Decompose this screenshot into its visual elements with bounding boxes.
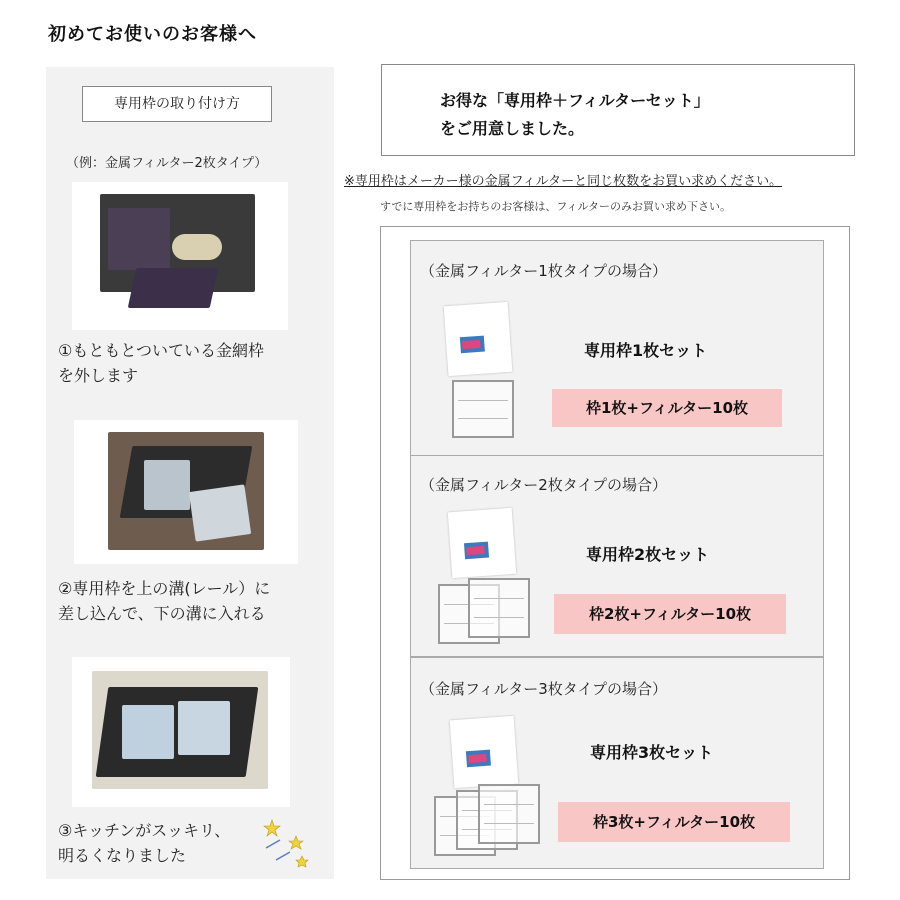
page-title: 初めてお使いのお客様へ — [48, 24, 257, 45]
step2-line2: 差し込んで、下の溝に入れる — [58, 604, 266, 623]
filter-only-note: すでに専用枠をお持ちのお客様は、フィルターのみお買い求め下さい。 — [380, 200, 732, 213]
howto-title: 専用枠の取り付け方 — [82, 86, 272, 122]
step3-text — [58, 818, 230, 868]
step1-text — [58, 338, 264, 388]
step1-line1: ①もともとついている金網枠 — [58, 341, 265, 360]
type2-price-label: 枠2枚+フィルター10枚 — [554, 594, 786, 634]
offer-line1: お得な「専用枠＋フィルターセット」 — [440, 91, 710, 110]
type1-frame-image — [452, 380, 514, 438]
example-caption: （例：金属フィルター2枚タイプ） — [66, 156, 268, 171]
step2-line1: ②専用枠を上の溝(レール）に — [58, 579, 271, 598]
type1-price-label: 枠1枚+フィルター10枚 — [552, 389, 782, 427]
step3-photo — [72, 657, 290, 807]
frame-quantity-note: ※専用枠はメーカー様の金属フィルターと同じ枚数をお買い求めください。 — [344, 174, 783, 189]
sparkle-icon — [262, 818, 310, 868]
type3-price-label: 枠3枚+フィルター10枚 — [558, 802, 790, 842]
type2-title: （金属フィルター2枚タイプの場合） — [420, 476, 667, 494]
step3-line1: ③キッチンがスッキリ、 — [58, 821, 231, 840]
type3-package-image — [450, 716, 519, 788]
step1-line2: を外します — [58, 366, 139, 385]
offer-line2: をご用意しました。 — [440, 119, 585, 138]
step3-line2: 明るくなりました — [58, 846, 187, 865]
type3-set-label: 専用枠3枚セット — [590, 743, 714, 762]
type1-package-image — [444, 302, 513, 376]
type3-frame-image-c — [478, 784, 540, 844]
type2-set-label: 専用枠2枚セット — [586, 545, 710, 564]
step2-photo — [74, 420, 298, 564]
type2-frame-image-b — [468, 578, 530, 638]
type1-set-label: 専用枠1枚セット — [584, 341, 708, 360]
type2-package-image — [448, 508, 516, 578]
type3-title: （金属フィルター3枚タイプの場合） — [420, 680, 667, 698]
step2-text — [58, 576, 270, 626]
type1-title: （金属フィルター1枚タイプの場合） — [420, 262, 667, 280]
step1-photo — [72, 182, 288, 330]
